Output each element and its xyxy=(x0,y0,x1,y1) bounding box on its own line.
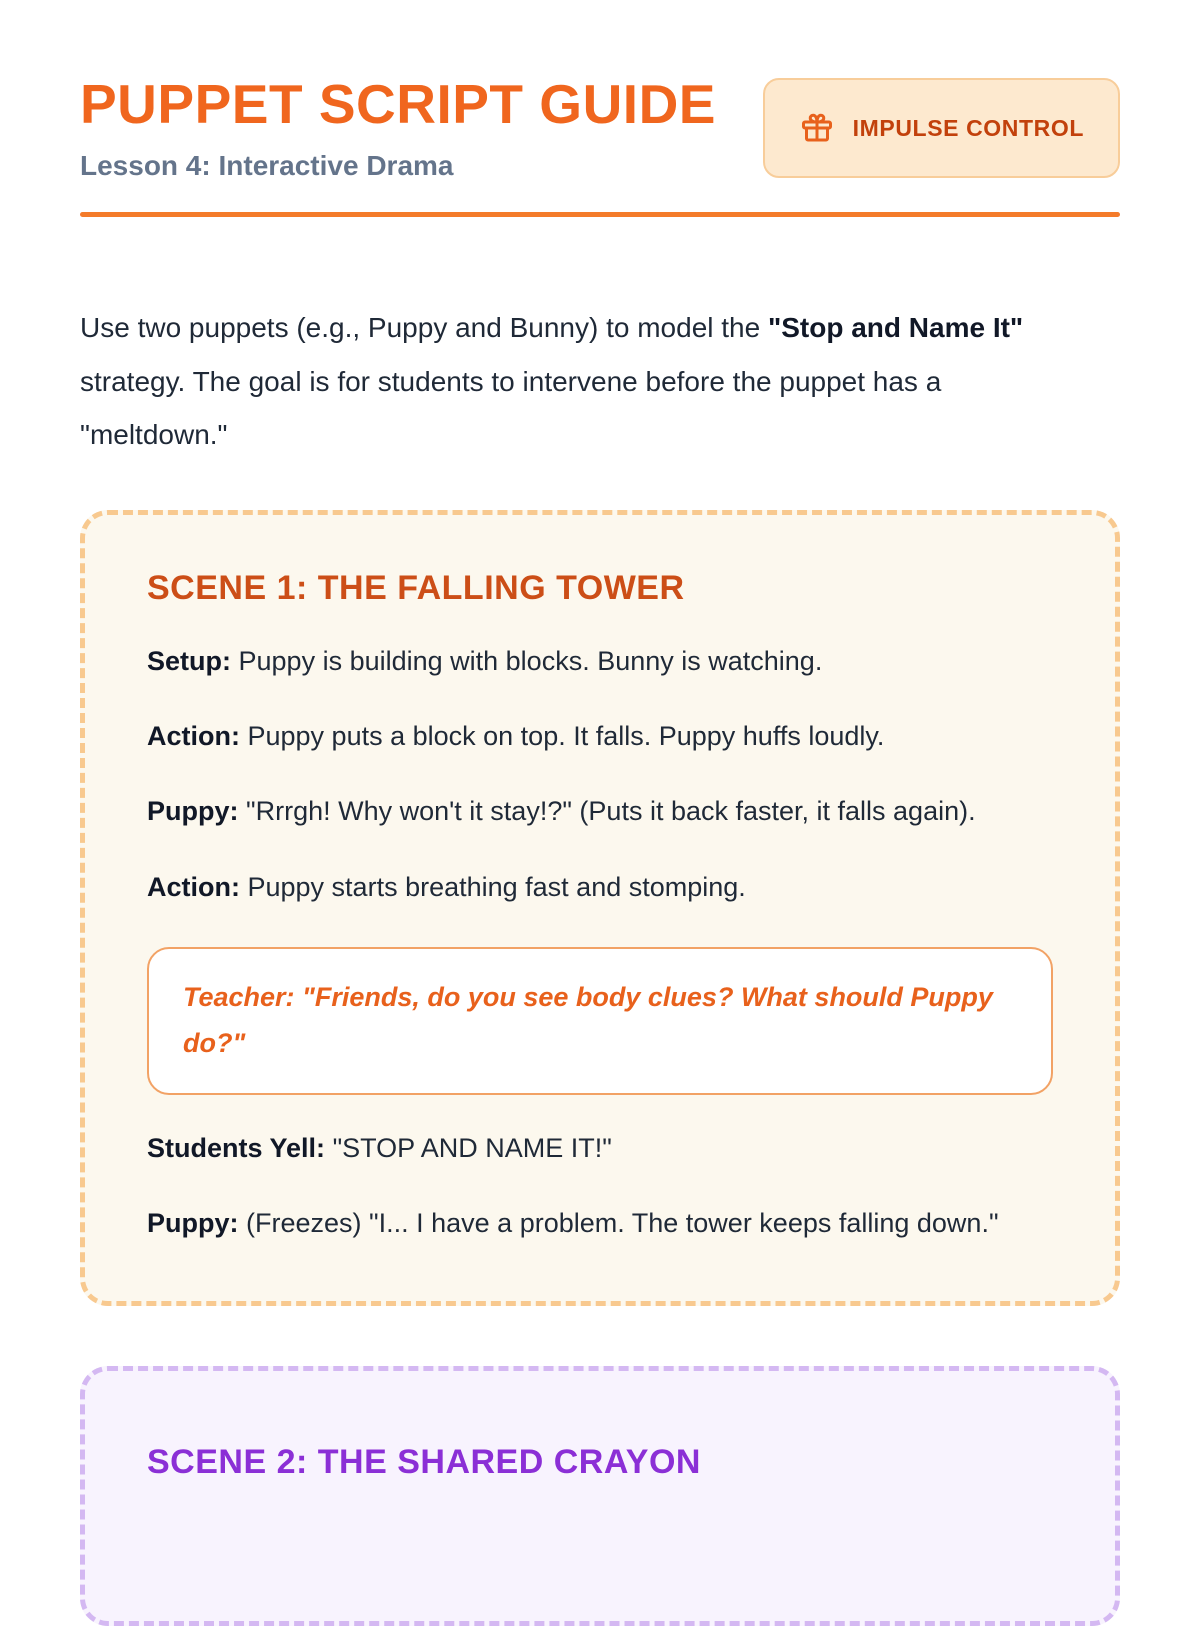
scene-1-title: SCENE 1: THE FALLING TOWER xyxy=(147,569,685,607)
line-text: Puppy puts a block on top. It falls. Puppy huffs loudly. xyxy=(247,721,885,752)
impulse-control-badge xyxy=(763,78,1120,178)
page-title: PUPPET SCRIPT GUIDE xyxy=(80,73,716,135)
line-label: Action: xyxy=(147,721,240,752)
gift-icon xyxy=(799,110,835,146)
line-text: "Rrrgh! Why won't it stay!?" (Puts it back faster, it falls again). xyxy=(246,796,976,827)
teacher-prompt-text: Teacher: "Friends, do you see body clues? What should Puppy do?" xyxy=(183,981,993,1058)
lesson-subtitle: Lesson 4: Interactive Drama xyxy=(80,149,454,181)
line-text: Puppy is building with blocks. Bunny is watching. xyxy=(238,646,823,676)
line-label: Action: xyxy=(147,871,240,902)
scene-2-title: SCENE 2: THE SHARED CRAYON xyxy=(147,1442,701,1481)
teacher-prompt-box xyxy=(147,947,1053,1095)
scene-1-card xyxy=(80,510,1120,1306)
line-label: Setup: xyxy=(147,646,231,676)
header-divider xyxy=(80,212,1120,217)
scene-2-card xyxy=(80,1366,1120,1626)
header-titles xyxy=(80,73,716,182)
line-text: (Freezes) "I... I have a problem. The tower keeps falling down." xyxy=(246,1207,999,1238)
badge-label: IMPULSE CONTROL xyxy=(852,114,1084,141)
intro-text-1: Use two puppets (e.g., Puppy and Bunny) to model the xyxy=(80,311,768,343)
line-label: Students Yell: xyxy=(147,1132,326,1163)
scene-1-setup-line xyxy=(147,640,1053,683)
scene-1-action-line-2 xyxy=(147,866,1053,909)
header xyxy=(80,73,1120,182)
intro-bold-strategy: "Stop and Name It" xyxy=(767,311,1024,343)
scene-1-action-line-1 xyxy=(147,715,1053,758)
line-text: "STOP AND NAME IT!" xyxy=(332,1132,612,1163)
scene-1-puppy-line-1 xyxy=(147,790,1053,833)
scene-1-students-line xyxy=(147,1127,1053,1170)
line-label: Puppy: xyxy=(147,1207,239,1238)
intro-paragraph xyxy=(80,301,1065,462)
intro-text-2: strategy. The goal is for students to intervene before the puppet has a "meltdown." xyxy=(80,365,942,451)
scene-1-puppy-line-2 xyxy=(147,1202,1053,1245)
line-label: Puppy: xyxy=(147,796,239,827)
line-text: Puppy starts breathing fast and stomping. xyxy=(247,871,746,902)
